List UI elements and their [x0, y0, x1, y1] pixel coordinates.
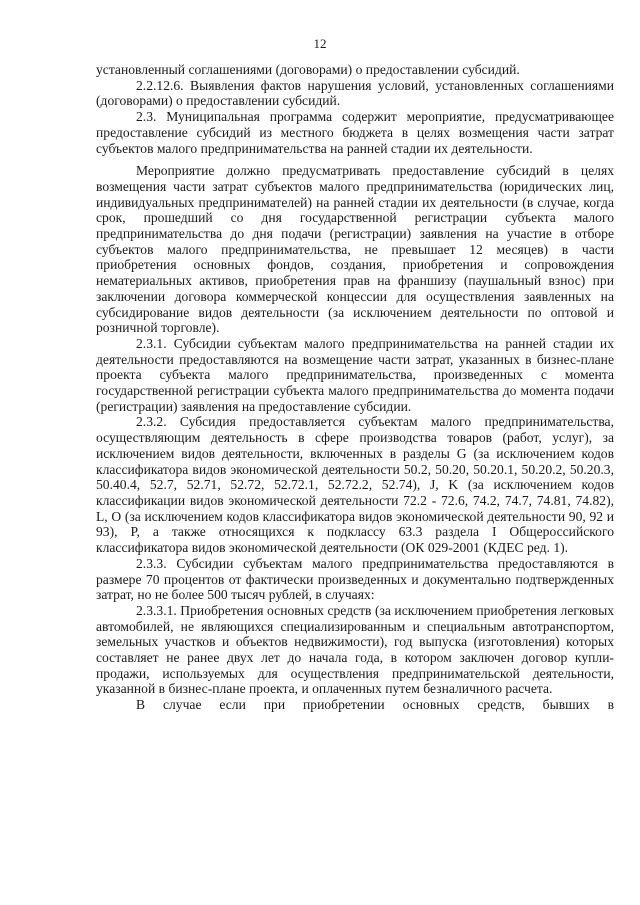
paragraph-2-3-2: 2.3.2. Субсидия предоставляется субъектам малого предпринимательства, осуществляющим деятельность в сфере производства товаров (работ, услуг), за исключением видов деятельности, включенных в разделы G (за исключением кодов классификатора видов экономической деятельности 50.2, 50.20, 50.20.1, 50.20.2, 50.20.3, 50.40.4, 52.7, 52.71, 52.72, 52.72.1, 52.72.2, 52.74), J, K (за исключением кодов классификации видов экономической деятельности 72.2 - 72.6, 74.2, 74.7, 74.81, 74.82), L, O (за исключением кодов классификатора видов экономической деятельности 90, 92 и 93), P, а также относящихся к подклассу 63.3 раздела I Общероссийского классификатора видов экономической деятельности (ОК 029-2001 (КДЕС ред. 1).	[96, 414, 614, 556]
document-body	[96, 62, 614, 713]
paragraph-2-3-3: 2.3.3. Субсидии субъектам малого предпринимательства предоставляются в размере 70 процентов от фактически произведенных и документально подтвержденных затрат, но не более 500 тысяч рублей, в случаях:	[96, 555, 614, 603]
paragraph-fixed-assets: В случае если при приобретении основных средств, бывших в	[136, 697, 614, 713]
paragraph-continuation: установленный соглашениями (договорами) о предоставлении субсидий.	[96, 62, 520, 77]
paragraph-2-3: 2.3. Муниципальная программа содержит мероприятие, предусматривающее предоставление субсидий из местного бюджета в целях возмещения части затрат субъектов малого предпринимательства на ранней стадии их деятельности.	[96, 109, 614, 156]
paragraph-2-3-1: 2.3.1. Субсидии субъектам малого предпринимательства на ранней стадии их деятельности предоставляются на возмещение части затрат, указанных в бизнес-плане проекта субъекта малого предпринимательства, произведенных с момента государственной регистрации субъекта малого предпринимательства до момента подачи (регистрации) заявления на предоставление субсидии.	[96, 335, 614, 414]
page-number: 12	[313, 36, 327, 51]
paragraph-2-3-3-1: 2.3.3.1. Приобретения основных средств (за исключением приобретения легковых автомобилей, не являющихся специализированным и специальным автотранспортом, земельных участков и объектов недвижимости), год выпуска (изготовления) которых составляет не ранее двух лет до начала года, в котором заключен договор купли-продажи, используемых для осуществления предпринимательской деятельности, указанной в бизнес-плане проекта, и оплаченных путем безналичного расчета.	[96, 602, 614, 697]
paragraph-measure: Мероприятие должно предусматривать предоставление субсидий в целях возмещения части затрат субъектов малого предпринимательства (юридических лиц, индивидуальных предпринимателей) на ранней стадии их деятельности (в случае, когда срок, прошедший со дня государственной регистрации субъекта малого предпринимательства до дня подачи (регистрации) заявления на участие в отборе субъектов малого предпринимательства, не превышает 12 месяцев) в части приобретения основных фондов, создания, приобретения и сопровождения нематериальных активов, приобретения прав на франшизу (паушальный взнос) при заключении договора коммерческой концессии для осуществления заявленных на субсидирование видов деятельности (за исключением деятельности по оптовой и розничной торговле).	[96, 163, 614, 336]
paragraph-2-2-12-6: 2.2.12.6. Выявления фактов нарушения условий, установленных соглашениями (договорами) о предоставлении субсидий.	[96, 77, 614, 109]
